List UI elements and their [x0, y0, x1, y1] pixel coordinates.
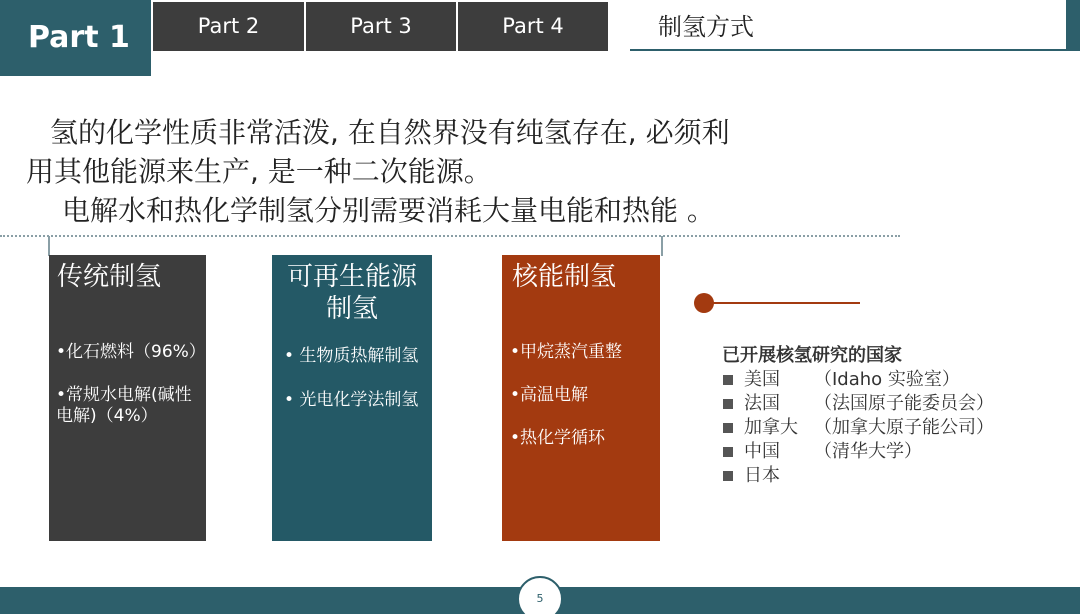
country-detail: （法国原子能委员会）	[814, 393, 994, 414]
list-item	[722, 464, 994, 488]
card-traditional-hydrogen	[49, 255, 206, 541]
bullet-square-icon	[723, 375, 733, 385]
country-detail: （清华大学）	[814, 441, 922, 462]
divider-tick-left	[48, 236, 50, 256]
connector-line	[712, 302, 860, 304]
country-list-title: 已开展核氢研究的国家	[722, 345, 902, 366]
header-underline	[630, 49, 1066, 51]
tab-part-1[interactable]: Part 1	[0, 0, 151, 76]
country-name: 中国	[744, 441, 780, 462]
intro-line-3: 电解水和热化学制氢分别需要消耗大量电能和热能 。	[62, 194, 715, 227]
tab-part-3[interactable]: Part 3	[306, 2, 456, 51]
card-item: • 生物质热解制氢	[284, 346, 419, 366]
card-title: 传统制氢	[57, 262, 162, 292]
country-detail: （加拿大原子能公司）	[814, 417, 994, 438]
card-item: •甲烷蒸汽重整	[510, 342, 623, 362]
country-name: 加拿大	[744, 417, 798, 438]
bullet-square-icon	[723, 447, 733, 457]
country-detail: （Idaho 实验室）	[814, 369, 960, 390]
divider-tick-right	[661, 236, 663, 256]
intro-line-1: 氢的化学性质非常活泼, 在自然界没有纯氢存在, 必须利	[50, 116, 730, 149]
card-title	[272, 261, 432, 325]
card-item: • 光电化学法制氢	[284, 390, 419, 410]
card-title-line: 可再生能源	[286, 262, 417, 292]
card-title-line: 制氢	[325, 294, 378, 324]
connector-dot	[694, 293, 714, 313]
tab-part-2[interactable]: Part 2	[153, 2, 304, 51]
card-item: •高温电解	[510, 385, 589, 405]
header-accent-block	[1066, 0, 1080, 51]
list-item	[722, 440, 994, 464]
intro-paragraph	[26, 113, 730, 230]
country-list	[722, 344, 994, 488]
page-number: 5	[517, 576, 563, 614]
tab-part-4[interactable]: Part 4	[458, 2, 608, 51]
list-item	[722, 416, 994, 440]
bullet-square-icon	[723, 399, 733, 409]
card-item: •热化学循环	[510, 428, 606, 448]
dotted-divider	[0, 235, 900, 237]
bullet-square-icon	[723, 471, 733, 481]
card-item: •常规水电解(碱性电解)（4%）	[56, 385, 192, 426]
list-item	[722, 368, 994, 392]
card-nuclear-hydrogen	[502, 255, 660, 541]
list-item	[722, 392, 994, 416]
card-renewable-hydrogen	[272, 255, 432, 541]
intro-line-2: 用其他能源来生产, 是一种二次能源。	[26, 155, 492, 188]
country-name: 法国	[744, 393, 780, 414]
card-title: 核能制氢	[512, 262, 617, 292]
section-title: 制氢方式	[658, 13, 754, 41]
country-name: 美国	[744, 369, 780, 390]
country-name: 日本	[744, 465, 780, 486]
card-item: •化石燃料（96%）	[56, 342, 206, 362]
bullet-square-icon	[723, 423, 733, 433]
